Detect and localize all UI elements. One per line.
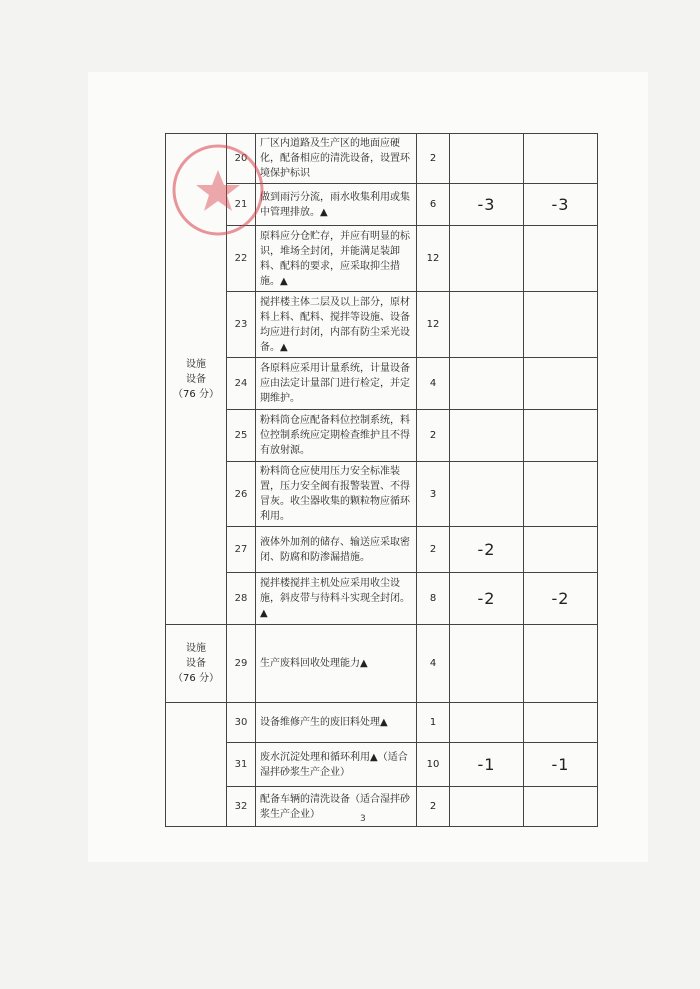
row-score: 2: [417, 527, 450, 573]
category-cell-empty: [166, 703, 227, 827]
row-score: 2: [417, 134, 450, 184]
row-number: 31: [227, 743, 256, 787]
row-number: 20: [227, 134, 256, 184]
table-row: [166, 625, 598, 703]
table-row: [166, 226, 598, 292]
table-row: [166, 410, 598, 462]
row-score: 8: [417, 573, 450, 625]
row-mark-a: [450, 410, 524, 462]
row-number: 27: [227, 527, 256, 573]
row-number: 25: [227, 410, 256, 462]
table-row: [166, 573, 598, 625]
row-mark-a: -1: [450, 743, 524, 787]
row-mark-a: [450, 358, 524, 410]
row-item: 粉料筒仓应使用压力安全标准装置，压力安全阀有报警装置、不得冒灰。收尘器收集的颗粒物应循环利用。: [256, 462, 417, 527]
row-mark-a: [450, 625, 524, 703]
row-item: 粉料筒仓应配备料位控制系统，料位控制系统应定期检查维护且不得有放射源。: [256, 410, 417, 462]
row-mark-b: [524, 292, 598, 358]
row-score: 12: [417, 226, 450, 292]
row-number: 29: [227, 625, 256, 703]
row-mark-b: [524, 787, 598, 827]
scoring-table: [165, 133, 598, 827]
row-mark-a: [450, 787, 524, 827]
row-mark-b: -1: [524, 743, 598, 787]
row-number: 32: [227, 787, 256, 827]
table-row: [166, 462, 598, 527]
row-mark-a: [450, 462, 524, 527]
row-number: 24: [227, 358, 256, 410]
row-mark-a: -2: [450, 573, 524, 625]
row-mark-b: [524, 358, 598, 410]
row-score: 12: [417, 292, 450, 358]
row-number: 28: [227, 573, 256, 625]
row-mark-a: -2: [450, 527, 524, 573]
category-cell: [166, 134, 227, 625]
category-label-line1: 设施: [186, 643, 206, 654]
row-mark-a: [450, 134, 524, 184]
row-mark-b: [524, 134, 598, 184]
row-mark-a: [450, 292, 524, 358]
row-mark-b: [524, 527, 598, 573]
category-label-line1: 设施: [186, 358, 206, 370]
table-row: [166, 787, 598, 827]
category-label-line2: 设备: [186, 658, 206, 669]
row-number: 26: [227, 462, 256, 527]
row-score: 2: [417, 410, 450, 462]
row-item: 搅拌楼主体二层及以上部分，原材料上料、配料、搅拌等设施、设备均应进行封闭，内部有防尘采光设备。▲: [256, 292, 417, 358]
row-score: 10: [417, 743, 450, 787]
row-number: 30: [227, 703, 256, 743]
table-row: [166, 358, 598, 410]
category-label-line3: （76 分）: [173, 673, 219, 684]
row-mark-a: [450, 703, 524, 743]
category-cell: [166, 625, 227, 703]
row-item: 配备车辆的清洗设备（适合湿拌砂浆生产企业）: [256, 787, 417, 827]
row-item: 搅拌楼搅拌主机处应采用收尘设施，斜皮带与待料斗实现全封闭。▲: [256, 573, 417, 625]
row-number: 22: [227, 226, 256, 292]
row-score: 4: [417, 358, 450, 410]
row-item: 厂区内道路及生产区的地面应硬化，配备相应的清洗设备，设置环境保护标识: [256, 134, 417, 184]
table-row: [166, 292, 598, 358]
row-mark-b: [524, 226, 598, 292]
row-item: 废水沉淀处理和循环利用▲（适合湿拌砂浆生产企业）: [256, 743, 417, 787]
row-item: 液体外加剂的储存、输送应采取密闭、防腐和防渗漏措施。: [256, 527, 417, 573]
row-score: 1: [417, 703, 450, 743]
category-label-line3: （76 分）: [173, 388, 219, 400]
row-item: 设备维修产生的废旧料处理▲: [256, 703, 417, 743]
table-row: [166, 527, 598, 573]
table-row: [166, 134, 598, 184]
row-score: 2: [417, 787, 450, 827]
row-score: 4: [417, 625, 450, 703]
row-mark-b: [524, 625, 598, 703]
row-mark-b: [524, 410, 598, 462]
row-item: 各原料应采用计量系统，计量设备应由法定计量部门进行检定，并定期维护。: [256, 358, 417, 410]
row-mark-b: -2: [524, 573, 598, 625]
category-label-line2: 设备: [186, 373, 206, 385]
row-mark-b: -3: [524, 184, 598, 226]
row-item: 生产废料回收处理能力▲: [256, 625, 417, 703]
row-score: 6: [417, 184, 450, 226]
row-score: 3: [417, 462, 450, 527]
row-number: 21: [227, 184, 256, 226]
row-mark-b: [524, 703, 598, 743]
row-mark-a: [450, 226, 524, 292]
page-number: 3: [360, 814, 366, 824]
table-row: [166, 743, 598, 787]
row-item: 做到雨污分流，雨水收集利用或集中管理排放。▲: [256, 184, 417, 226]
row-item: 原料应分仓贮存，并应有明显的标识，堆场全封闭，并能满足装卸料、配料的要求，应采取抑尘措施。▲: [256, 226, 417, 292]
row-mark-b: [524, 462, 598, 527]
row-mark-a: -3: [450, 184, 524, 226]
row-number: 23: [227, 292, 256, 358]
table-row: [166, 703, 598, 743]
table-row: [166, 184, 598, 226]
